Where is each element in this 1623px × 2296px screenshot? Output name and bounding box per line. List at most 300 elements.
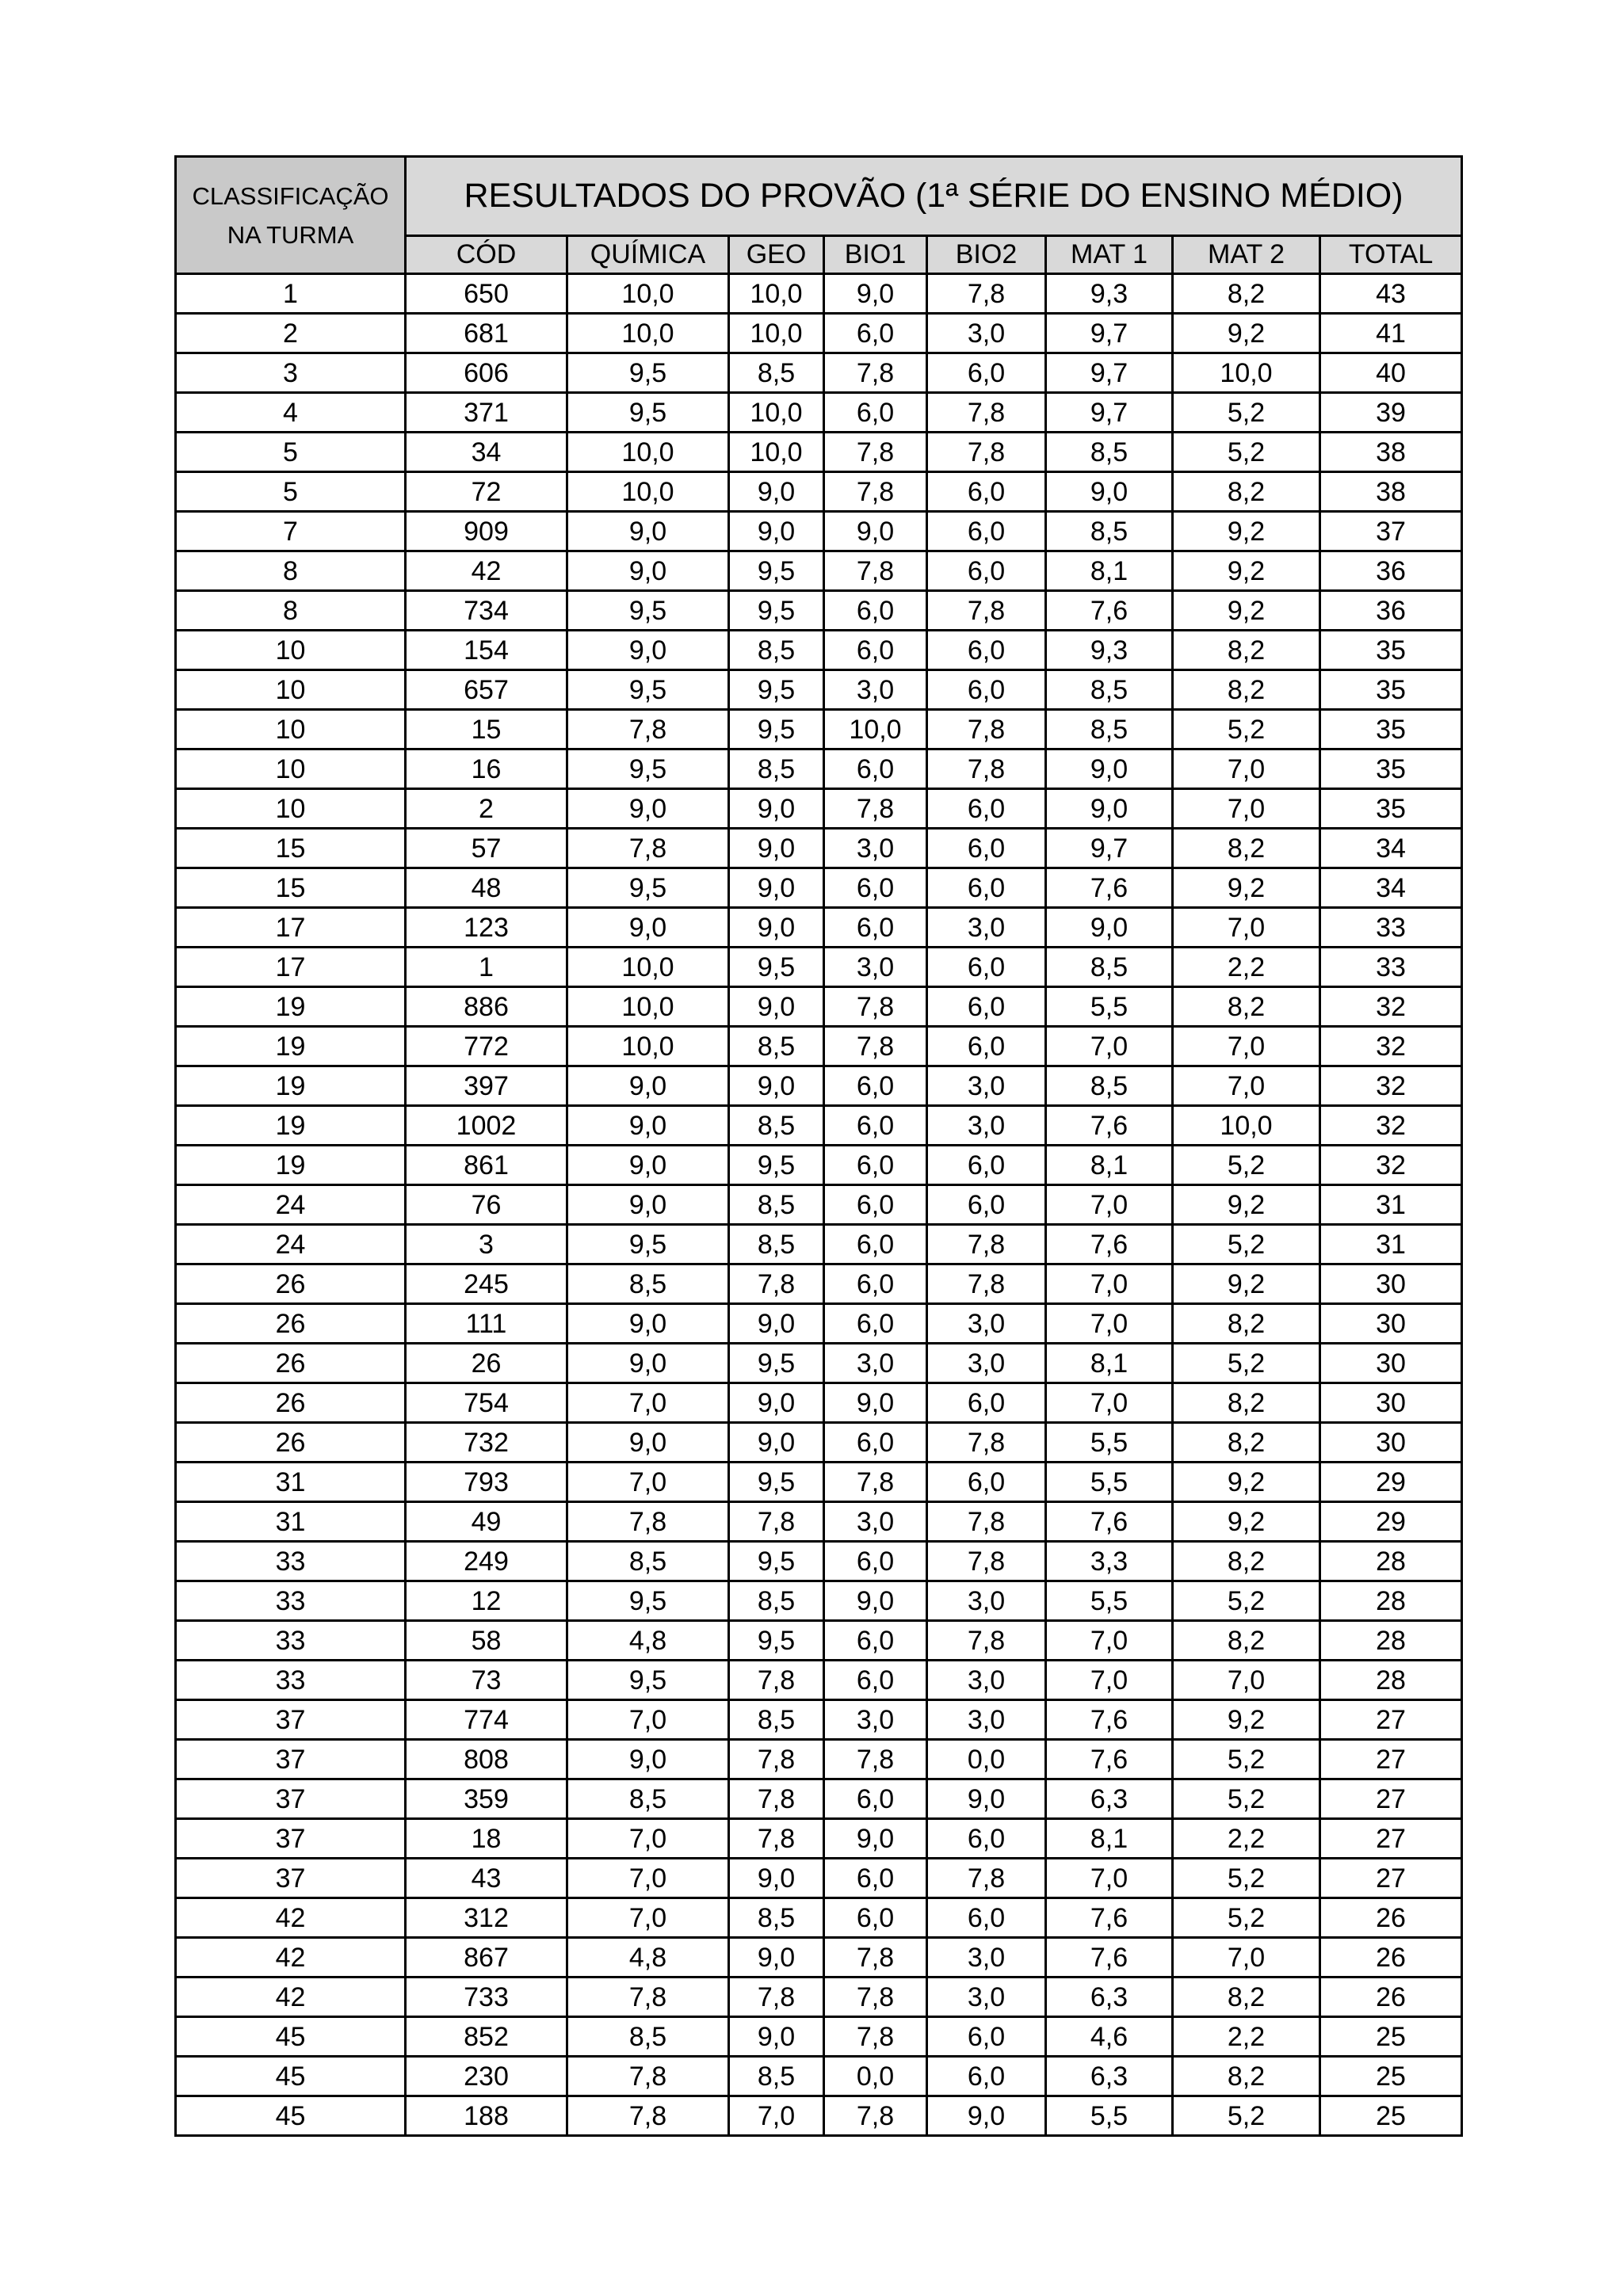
table-cell: 9,0 (824, 1819, 927, 1859)
table-cell: 5,5 (1046, 1463, 1173, 1502)
table-cell: 9,5 (567, 868, 729, 908)
table-cell: 9,0 (729, 868, 824, 908)
table-row (176, 829, 1462, 868)
table-cell: 3,0 (927, 1938, 1046, 1978)
column-header: MAT 1 (1046, 236, 1173, 274)
rank-cell: 2 (176, 314, 406, 353)
table-cell: 26 (1320, 1938, 1462, 1978)
table-cell: 8,5 (729, 1027, 824, 1066)
table-cell: 657 (406, 670, 567, 710)
table-cell: 6,0 (927, 1898, 1046, 1938)
classification-header (176, 157, 406, 274)
table-cell: 8,5 (729, 1106, 824, 1146)
table-row (176, 631, 1462, 670)
table-cell: 9,0 (567, 1185, 729, 1225)
table-row (176, 908, 1462, 948)
table-cell: 6,0 (927, 1185, 1046, 1225)
table-cell: 5,2 (1173, 710, 1320, 749)
table-row (176, 1423, 1462, 1463)
table-cell: 9,0 (567, 1066, 729, 1106)
table-cell: 8,2 (1173, 2057, 1320, 2096)
table-cell: 7,8 (927, 274, 1046, 314)
table-cell: 32 (1320, 1106, 1462, 1146)
table-cell: 9,2 (1173, 1463, 1320, 1502)
table-cell: 6,0 (927, 868, 1046, 908)
table-cell: 9,0 (729, 829, 824, 868)
table-cell: 9,0 (567, 1344, 729, 1383)
rank-cell: 5 (176, 472, 406, 512)
table-cell: 5,5 (1046, 2096, 1173, 2136)
table-cell: 38 (1320, 433, 1462, 472)
table-cell: 33 (1320, 948, 1462, 987)
table-row (176, 670, 1462, 710)
table-row (176, 1621, 1462, 1661)
table-cell: 9,5 (567, 749, 729, 789)
table-cell: 6,0 (927, 1819, 1046, 1859)
table-cell: 9,5 (567, 1225, 729, 1264)
table-cell: 8,2 (1173, 1423, 1320, 1463)
table-cell: 6,0 (824, 1225, 927, 1264)
table-cell: 9,0 (567, 551, 729, 591)
table-cell: 43 (1320, 274, 1462, 314)
rank-cell: 7 (176, 512, 406, 551)
table-cell: 9,5 (567, 353, 729, 393)
table-cell: 3,0 (824, 1502, 927, 1542)
table-cell: 4,6 (1046, 2017, 1173, 2057)
table-cell: 49 (406, 1502, 567, 1542)
table-cell: 9,0 (1046, 472, 1173, 512)
table-cell: 6,0 (927, 631, 1046, 670)
table-cell: 7,8 (927, 1502, 1046, 1542)
rank-cell: 10 (176, 631, 406, 670)
table-cell: 32 (1320, 1066, 1462, 1106)
table-cell: 4,8 (567, 1938, 729, 1978)
table-row (176, 512, 1462, 551)
table-cell: 7,0 (1173, 1938, 1320, 1978)
table-cell: 35 (1320, 631, 1462, 670)
table-cell: 8,5 (567, 1264, 729, 1304)
table-cell: 7,8 (567, 710, 729, 749)
table-cell: 3,0 (927, 1581, 1046, 1621)
table-cell: 29 (1320, 1502, 1462, 1542)
table-cell: 8,2 (1173, 1383, 1320, 1423)
table-row (176, 1304, 1462, 1344)
table-cell: 7,0 (1046, 1621, 1173, 1661)
table-cell: 9,5 (729, 551, 824, 591)
table-cell: 9,3 (1046, 631, 1173, 670)
table-cell: 8,5 (567, 1779, 729, 1819)
table-cell: 6,0 (824, 631, 927, 670)
table-cell: 5,2 (1173, 1740, 1320, 1779)
table-cell: 7,0 (567, 1859, 729, 1898)
table-cell: 6,0 (927, 2057, 1046, 2096)
table-cell: 9,0 (1046, 749, 1173, 789)
table-cell: 6,0 (824, 1661, 927, 1700)
table-cell: 7,8 (824, 1463, 927, 1502)
table-cell: 48 (406, 868, 567, 908)
table-cell: 732 (406, 1423, 567, 1463)
table-cell: 9,5 (729, 948, 824, 987)
table-cell: 25 (1320, 2096, 1462, 2136)
table-cell: 8,5 (729, 1185, 824, 1225)
table-cell: 7,8 (729, 1978, 824, 2017)
table-cell: 8,2 (1173, 987, 1320, 1027)
table-cell: 38 (1320, 472, 1462, 512)
table-cell: 8,5 (1046, 1066, 1173, 1106)
table-cell: 4,8 (567, 1621, 729, 1661)
table-cell: 30 (1320, 1344, 1462, 1383)
table-cell: 6,0 (927, 987, 1046, 1027)
table-cell: 123 (406, 908, 567, 948)
table-cell: 9,5 (729, 1542, 824, 1581)
table-cell: 7,8 (824, 1938, 927, 1978)
table-cell: 8,5 (567, 1542, 729, 1581)
table-cell: 25 (1320, 2017, 1462, 2057)
table-cell: 7,8 (729, 1819, 824, 1859)
table-cell: 6,0 (824, 908, 927, 948)
table-cell: 9,0 (567, 1423, 729, 1463)
table-cell: 7,8 (824, 2017, 927, 2057)
table-cell: 371 (406, 393, 567, 433)
table-cell: 7,8 (729, 1264, 824, 1304)
table-cell: 7,0 (1046, 1383, 1173, 1423)
table-cell: 8,1 (1046, 1344, 1173, 1383)
table-cell: 9,5 (567, 670, 729, 710)
table-cell: 8,5 (729, 749, 824, 789)
table-row (176, 1581, 1462, 1621)
rank-cell: 37 (176, 1819, 406, 1859)
table-cell: 7,6 (1046, 1898, 1173, 1938)
rank-cell: 5 (176, 433, 406, 472)
table-cell: 7,0 (1046, 1661, 1173, 1700)
table-cell: 7,8 (729, 1740, 824, 1779)
table-cell: 27 (1320, 1700, 1462, 1740)
table-cell: 397 (406, 1066, 567, 1106)
table-cell: 7,8 (824, 1740, 927, 1779)
table-cell: 6,0 (927, 353, 1046, 393)
table-row (176, 1779, 1462, 1819)
table-cell: 772 (406, 1027, 567, 1066)
table-cell: 7,6 (1046, 591, 1173, 631)
table-cell: 34 (1320, 868, 1462, 908)
table-cell: 12 (406, 1581, 567, 1621)
table-cell: 36 (1320, 551, 1462, 591)
table-cell: 6,3 (1046, 2057, 1173, 2096)
table-cell: 3 (406, 1225, 567, 1264)
table-cell: 9,0 (729, 2017, 824, 2057)
table-cell: 10,0 (567, 433, 729, 472)
table-row (176, 2096, 1462, 2136)
rank-cell: 10 (176, 789, 406, 829)
table-cell: 15 (406, 710, 567, 749)
table-row (176, 1978, 1462, 2017)
table-cell: 733 (406, 1978, 567, 2017)
table-cell: 9,0 (927, 1779, 1046, 1819)
table-cell: 5,2 (1173, 1225, 1320, 1264)
table-cell: 6,0 (927, 948, 1046, 987)
table-cell: 7,8 (824, 472, 927, 512)
rank-cell: 42 (176, 1898, 406, 1938)
table-row (176, 789, 1462, 829)
table-cell: 6,0 (824, 1146, 927, 1185)
table-cell: 734 (406, 591, 567, 631)
table-cell: 9,0 (729, 987, 824, 1027)
table-cell: 25 (1320, 2057, 1462, 2096)
table-row (176, 987, 1462, 1027)
table-cell: 32 (1320, 1146, 1462, 1185)
rank-cell: 26 (176, 1383, 406, 1423)
table-cell: 6,0 (927, 789, 1046, 829)
table-cell: 26 (1320, 1978, 1462, 2017)
table-cell: 7,6 (1046, 1740, 1173, 1779)
rank-cell: 17 (176, 948, 406, 987)
table-cell: 10,0 (567, 948, 729, 987)
table-cell: 1 (406, 948, 567, 987)
rank-cell: 33 (176, 1661, 406, 1700)
table-cell: 5,5 (1046, 1423, 1173, 1463)
table-cell: 8,1 (1046, 1146, 1173, 1185)
column-header: BIO2 (927, 236, 1046, 274)
table-row (176, 2057, 1462, 2096)
table-cell: 7,6 (1046, 1938, 1173, 1978)
table-cell: 9,0 (824, 512, 927, 551)
table-cell: 27 (1320, 1819, 1462, 1859)
table-cell: 27 (1320, 1859, 1462, 1898)
table-cell: 9,7 (1046, 829, 1173, 868)
table-cell: 6,0 (927, 1463, 1046, 1502)
table-cell: 9,0 (1046, 789, 1173, 829)
table-cell: 7,8 (927, 1423, 1046, 1463)
rank-cell: 10 (176, 710, 406, 749)
table-cell: 6,0 (824, 1304, 927, 1344)
table-row (176, 2017, 1462, 2057)
table-cell: 3,0 (927, 1700, 1046, 1740)
table-row (176, 868, 1462, 908)
table-cell: 7,0 (1173, 908, 1320, 948)
rank-cell: 26 (176, 1264, 406, 1304)
table-cell: 8,1 (1046, 551, 1173, 591)
table-cell: 7,6 (1046, 1225, 1173, 1264)
table-cell: 9,2 (1173, 1264, 1320, 1304)
table-cell: 9,0 (729, 1304, 824, 1344)
column-header: QUÍMICA (567, 236, 729, 274)
table-cell: 18 (406, 1819, 567, 1859)
rank-cell: 1 (176, 274, 406, 314)
table-cell: 30 (1320, 1264, 1462, 1304)
table-cell: 31 (1320, 1185, 1462, 1225)
table-cell: 9,0 (927, 2096, 1046, 2136)
table-cell: 10,0 (567, 314, 729, 353)
table-cell: 861 (406, 1146, 567, 1185)
table-cell: 9,5 (729, 710, 824, 749)
table-cell: 111 (406, 1304, 567, 1344)
table-row (176, 1146, 1462, 1185)
table-cell: 7,0 (567, 1898, 729, 1938)
table-cell: 8,5 (729, 1700, 824, 1740)
table-cell: 6,0 (824, 1185, 927, 1225)
table-cell: 9,2 (1173, 1502, 1320, 1542)
table-cell: 9,5 (567, 591, 729, 631)
table-cell: 9,2 (1173, 314, 1320, 353)
rank-cell: 31 (176, 1463, 406, 1502)
table-cell: 7,8 (824, 433, 927, 472)
table-cell: 42 (406, 551, 567, 591)
table-cell: 7,0 (1046, 1027, 1173, 1066)
table-cell: 9,0 (729, 1066, 824, 1106)
rank-cell: 42 (176, 1978, 406, 2017)
table-row (176, 1185, 1462, 1225)
table-cell: 9,0 (824, 1383, 927, 1423)
table-cell: 7,8 (729, 1502, 824, 1542)
table-cell: 8,5 (729, 1225, 824, 1264)
table-cell: 76 (406, 1185, 567, 1225)
table-cell: 6,0 (824, 868, 927, 908)
table-row (176, 1819, 1462, 1859)
table-cell: 10,0 (567, 1027, 729, 1066)
table-cell: 6,0 (824, 1423, 927, 1463)
column-header: TOTAL (1320, 236, 1462, 274)
table-cell: 26 (1320, 1898, 1462, 1938)
table-cell: 867 (406, 1938, 567, 1978)
table-cell: 5,2 (1173, 433, 1320, 472)
table-cell: 0,0 (927, 1740, 1046, 1779)
rank-cell: 37 (176, 1700, 406, 1740)
table-cell: 8,1 (1046, 1819, 1173, 1859)
table-cell: 6,0 (927, 1146, 1046, 1185)
table-cell: 8,2 (1173, 1542, 1320, 1581)
table-cell: 39 (1320, 393, 1462, 433)
table-cell: 10,0 (729, 314, 824, 353)
table-row (176, 393, 1462, 433)
table-cell: 30 (1320, 1383, 1462, 1423)
table-cell: 9,3 (1046, 274, 1173, 314)
table-cell: 7,6 (1046, 1502, 1173, 1542)
rank-cell: 37 (176, 1779, 406, 1819)
table-cell: 3,0 (824, 948, 927, 987)
table-cell: 27 (1320, 1740, 1462, 1779)
table-row (176, 1859, 1462, 1898)
rank-cell: 24 (176, 1185, 406, 1225)
table-cell: 9,0 (567, 1740, 729, 1779)
table-cell: 9,5 (567, 393, 729, 433)
table-cell: 9,0 (729, 1938, 824, 1978)
table-cell: 8,5 (1046, 670, 1173, 710)
table-row (176, 314, 1462, 353)
table-cell: 10,0 (824, 710, 927, 749)
table-cell: 34 (406, 433, 567, 472)
table-body (176, 274, 1462, 2136)
table-cell: 6,0 (824, 749, 927, 789)
table-cell: 6,0 (927, 2017, 1046, 2057)
rank-cell: 45 (176, 2057, 406, 2096)
table-cell: 2,2 (1173, 1819, 1320, 1859)
column-header: CÓD (406, 236, 567, 274)
table-cell: 10,0 (729, 274, 824, 314)
table-cell: 7,8 (567, 2096, 729, 2136)
table-cell: 909 (406, 512, 567, 551)
table-cell: 6,3 (1046, 1779, 1173, 1819)
table-cell: 7,0 (1046, 1304, 1173, 1344)
table-cell: 7,8 (729, 1779, 824, 1819)
rank-cell: 33 (176, 1542, 406, 1581)
table-cell: 7,8 (729, 1661, 824, 1700)
table-cell: 8,2 (1173, 829, 1320, 868)
table-cell: 774 (406, 1700, 567, 1740)
rank-cell: 19 (176, 1146, 406, 1185)
table-cell: 7,8 (567, 1502, 729, 1542)
table-cell: 7,8 (927, 591, 1046, 631)
table-cell: 7,8 (927, 710, 1046, 749)
table-row (176, 1027, 1462, 1066)
table-cell: 30 (1320, 1423, 1462, 1463)
table-cell: 6,0 (824, 1898, 927, 1938)
table-cell: 7,0 (1173, 1066, 1320, 1106)
table-row (176, 274, 1462, 314)
table-cell: 3,0 (927, 908, 1046, 948)
table-cell: 9,5 (729, 591, 824, 631)
results-table (174, 155, 1463, 2137)
table-cell: 7,0 (1046, 1264, 1173, 1304)
table-cell: 9,2 (1173, 1700, 1320, 1740)
table-row (176, 1661, 1462, 1700)
table-cell: 10,0 (567, 274, 729, 314)
rank-cell: 24 (176, 1225, 406, 1264)
table-cell: 30 (1320, 1304, 1462, 1344)
table-cell: 7,8 (824, 987, 927, 1027)
column-header: MAT 2 (1173, 236, 1320, 274)
rank-cell: 26 (176, 1344, 406, 1383)
classification-header-line2: NA TURMA (227, 220, 354, 249)
table-row (176, 710, 1462, 749)
table-cell: 8,5 (567, 2017, 729, 2057)
table-cell: 7,8 (927, 1621, 1046, 1661)
table-cell: 8,2 (1173, 1978, 1320, 2017)
rank-cell: 19 (176, 1066, 406, 1106)
table-cell: 9,2 (1173, 868, 1320, 908)
table-cell: 28 (1320, 1581, 1462, 1621)
table-cell: 7,8 (927, 393, 1046, 433)
table-cell: 57 (406, 829, 567, 868)
table-row (176, 591, 1462, 631)
table-row (176, 1383, 1462, 1423)
table-cell: 8,5 (729, 1581, 824, 1621)
table-cell: 31 (1320, 1225, 1462, 1264)
table-cell: 3,0 (824, 829, 927, 868)
table-cell: 5,2 (1173, 1581, 1320, 1621)
table-cell: 29 (1320, 1463, 1462, 1502)
table-cell: 249 (406, 1542, 567, 1581)
table-cell: 6,0 (927, 551, 1046, 591)
table-cell: 7,8 (567, 829, 729, 868)
rank-cell: 37 (176, 1740, 406, 1779)
table-cell: 3,3 (1046, 1542, 1173, 1581)
table-cell: 9,2 (1173, 512, 1320, 551)
table-row (176, 1264, 1462, 1304)
table-cell: 35 (1320, 710, 1462, 749)
table-cell: 606 (406, 353, 567, 393)
table-cell: 58 (406, 1621, 567, 1661)
rank-cell: 10 (176, 749, 406, 789)
table-cell: 9,0 (729, 1859, 824, 1898)
table-cell: 9,0 (567, 512, 729, 551)
table-cell: 8,2 (1173, 274, 1320, 314)
table-cell: 5,2 (1173, 1146, 1320, 1185)
table-cell: 10,0 (729, 393, 824, 433)
table-cell: 6,0 (824, 591, 927, 631)
table-cell: 8,5 (1046, 512, 1173, 551)
table-cell: 9,0 (824, 274, 927, 314)
table-cell: 7,8 (824, 1978, 927, 2017)
